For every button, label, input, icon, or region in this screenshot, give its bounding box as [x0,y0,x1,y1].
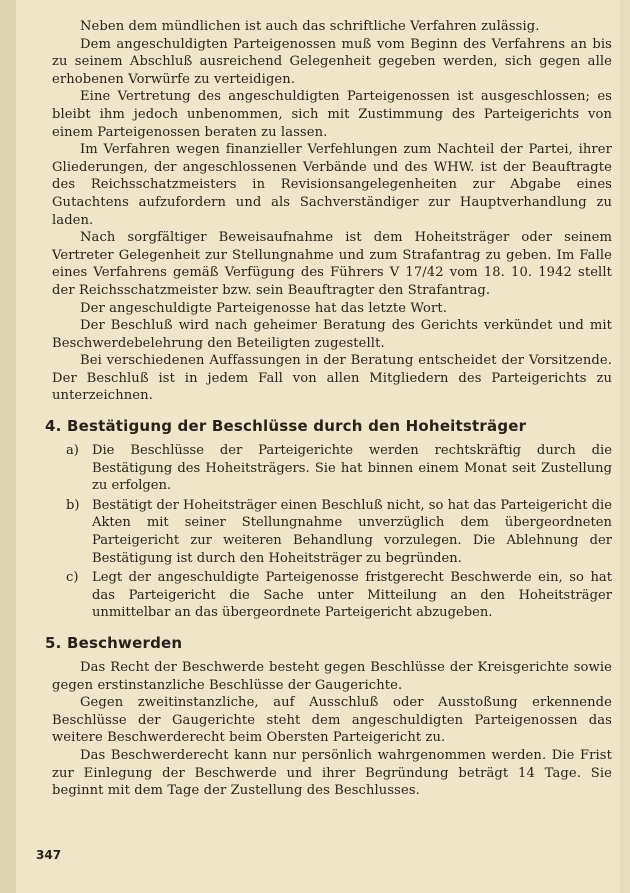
list-item-b [52,497,612,567]
paragraph: Nach sorgfältiger Beweisaufnahme ist dem Hoheitsträger oder seinem Vertreter Gelegenheit zur Stellungnahme und zum Strafantrag zu geben. Im Falle eines Verfahrens gemäß Verfügung des Führers V 17/42 vom 18. 10. 1942 stellt der Reichsschatzmeister bzw. sein Beauftragter den Strafantrag. [52,230,612,298]
intro-section [52,18,612,405]
paragraph: Der angeschuldigte Parteigenosse hat das letzte Wort. [80,300,447,316]
paragraph: Neben dem mündlichen ist auch das schriftliche Verfahren zulässig. [80,19,540,34]
list-item-text: Bestätigt der Hoheitsträger einen Beschluß nicht, so hat das Parteigericht die Akten mit seiner Stellungnahme unverzüglich dem übergeordneten Parteigericht zur weiteren Behandlung vorzulegen. Die Ablehnung der Bestätigung ist durch den Hoheitsträger zu begründen. [92,497,612,566]
list-marker: a) [66,443,79,459]
section-5-heading: 5. Beschwerden [45,634,183,652]
paragraph: Das Recht der Beschwerde besteht gegen Beschlüsse der Kreisgerichte sowie gegen erstinstanzliche Beschlüsse der Gaugerichte. [52,660,612,693]
section-4-heading: 4. Bestätigung der Beschlüsse durch den Hoheitsträger [45,417,527,436]
paragraph: Gegen zweitinstanzliche, auf Ausschluß oder Ausstoßung erkennende Beschlüsse der Gaugerichte steht dem angeschuldigten Parteigenossen das weitere Beschwerderecht beim Obersten Parteigericht zu. [52,695,612,746]
list-marker: b) [66,497,80,513]
list-item-a [52,442,612,495]
list-item-c [52,569,612,622]
paragraph: Das Beschwerderecht kann nur persönlich wahrgenommen werden. Die Frist zur Einlegung der Beschwerde und ihrer Begründung beträgt 14 Tage. Sie beginnt mit dem Tage der Zustellung des Beschlusses. [52,747,612,799]
paragraph: Der Beschluß wird nach geheimer Beratung des Gerichts verkündet und mit Beschwerdebelehrung den Beteiligten zugestellt. [52,318,612,351]
page-content [45,18,612,800]
paragraph: Dem angeschuldigten Parteigenossen muß vom Beginn des Verfahrens an bis zu seinem Abschluß ausreichend Gelegenheit gegeben werden, sich gegen alle erhobenen Vorwürfe zu verteidigen. [52,36,612,87]
list-item-text: Die Beschlüsse der Parteigerichte werden rechtskräftig durch die Bestätigung des Hoheitsträgers. Sie hat binnen einem Monat seit Zustellung zu erfolgen. [92,443,612,494]
section-5-body [52,659,612,800]
paragraph: Eine Vertretung des angeschuldigten Parteigenossen ist ausgeschlossen; es bleibt ihm jedoch unbenommen, sich mit Zustimmung des Parteigerichts von einem Parteigenossen beraten zu lassen. [52,89,612,140]
list-item-text: Legt der angeschuldigte Parteigenosse fristgerecht Beschwerde ein, so hat das Parteigericht die Sache unter Mitteilung an den Hoheitsträger unmittelbar an das übergeordnete Parteigericht abzugeben. [92,570,612,621]
list-marker: c) [66,570,79,586]
page-number: 347 [36,848,62,862]
paragraph: Im Verfahren wegen finanzieller Verfehlungen zum Nachteil der Partei, ihrer Gliederungen, der angeschlossenen Verbände und des WHW. ist der Beauftragte des Reichsschatzmeisters in Revisionsangelegenheiten zur Abgabe eines Gutachtens aufzufordern und als Sachverständiger zur Hauptverhandlung zu laden. [52,142,612,228]
paragraph: Bei verschiedenen Auffassungen in der Beratung entscheidet der Vorsitzende. Der Beschluß ist in jedem Fall von allen Mitgliedern des Parteigerichts zu unterzeichnen. [52,353,612,404]
section-4-list [52,442,612,622]
